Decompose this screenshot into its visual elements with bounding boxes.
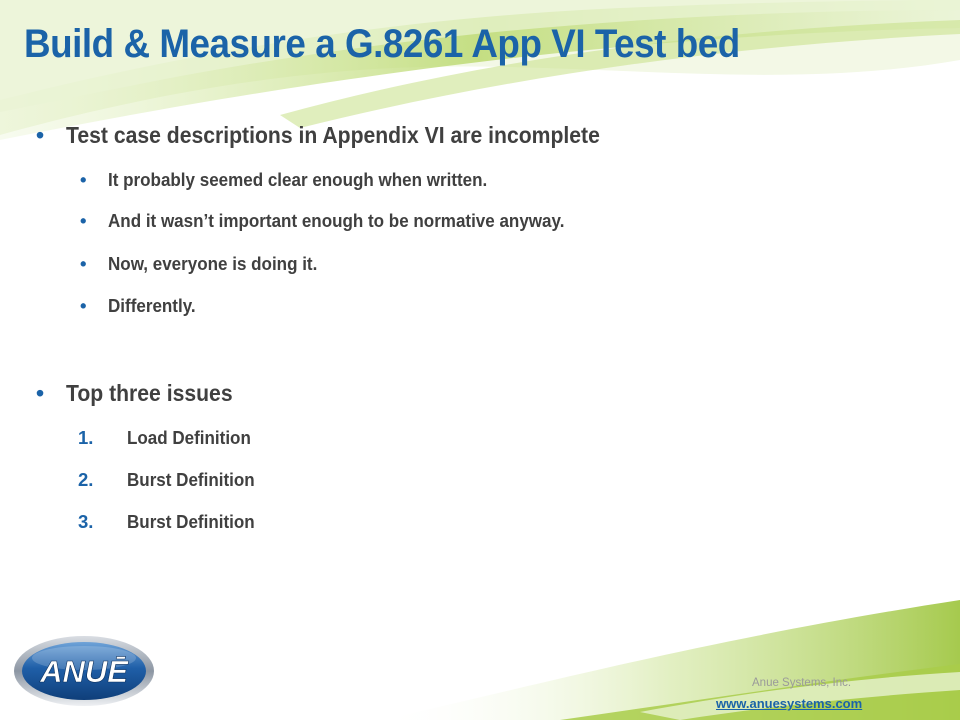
- numbered-item: [78, 511, 266, 533]
- item-number: 3.: [78, 511, 94, 532]
- sub-bullet-item: [80, 253, 336, 275]
- bullet-dot: •: [80, 295, 87, 316]
- slide-title: Build & Measure a G.8261 App VI Test bed: [24, 22, 740, 66]
- sub-bullet-item: [80, 210, 604, 232]
- sub-bullet-text: Now, everyone is doing it.: [108, 253, 318, 274]
- website-link[interactable]: www.anuesystems.com: [716, 696, 863, 711]
- company-name: Anue Systems, Inc.: [752, 677, 852, 689]
- sub-bullet-item: [80, 295, 203, 317]
- sub-bullet-item: [80, 169, 520, 191]
- bullet-text: Top three issues: [66, 380, 233, 406]
- bullet-dot: •: [36, 380, 45, 406]
- sub-bullet-text: It probably seemed clear enough when written.: [108, 169, 488, 190]
- numbered-text: Burst Definition: [127, 511, 255, 532]
- numbered-text: Burst Definition: [127, 469, 255, 490]
- logo-mark: [12, 634, 157, 708]
- bullet-dot: •: [80, 253, 87, 274]
- bullet-text: Test case descriptions in Appendix VI are incomplete: [66, 122, 600, 148]
- item-number: 1.: [78, 427, 94, 448]
- logo-wordmark: ANUĒ: [40, 654, 128, 689]
- bullet-item: [36, 380, 247, 407]
- bullet-dot: •: [80, 210, 87, 231]
- numbered-item: [78, 427, 262, 449]
- item-number: 2.: [78, 469, 94, 490]
- bullet-item: [36, 122, 646, 149]
- bullet-dot: •: [80, 169, 87, 190]
- bullet-dot: •: [36, 122, 45, 148]
- sub-bullet-text: And it wasn’t important enough to be normative anyway.: [108, 210, 565, 231]
- anue-logo: [12, 634, 157, 713]
- numbered-text: Load Definition: [127, 427, 251, 448]
- sub-bullet-text: Differently.: [108, 295, 196, 316]
- numbered-item: [78, 469, 266, 491]
